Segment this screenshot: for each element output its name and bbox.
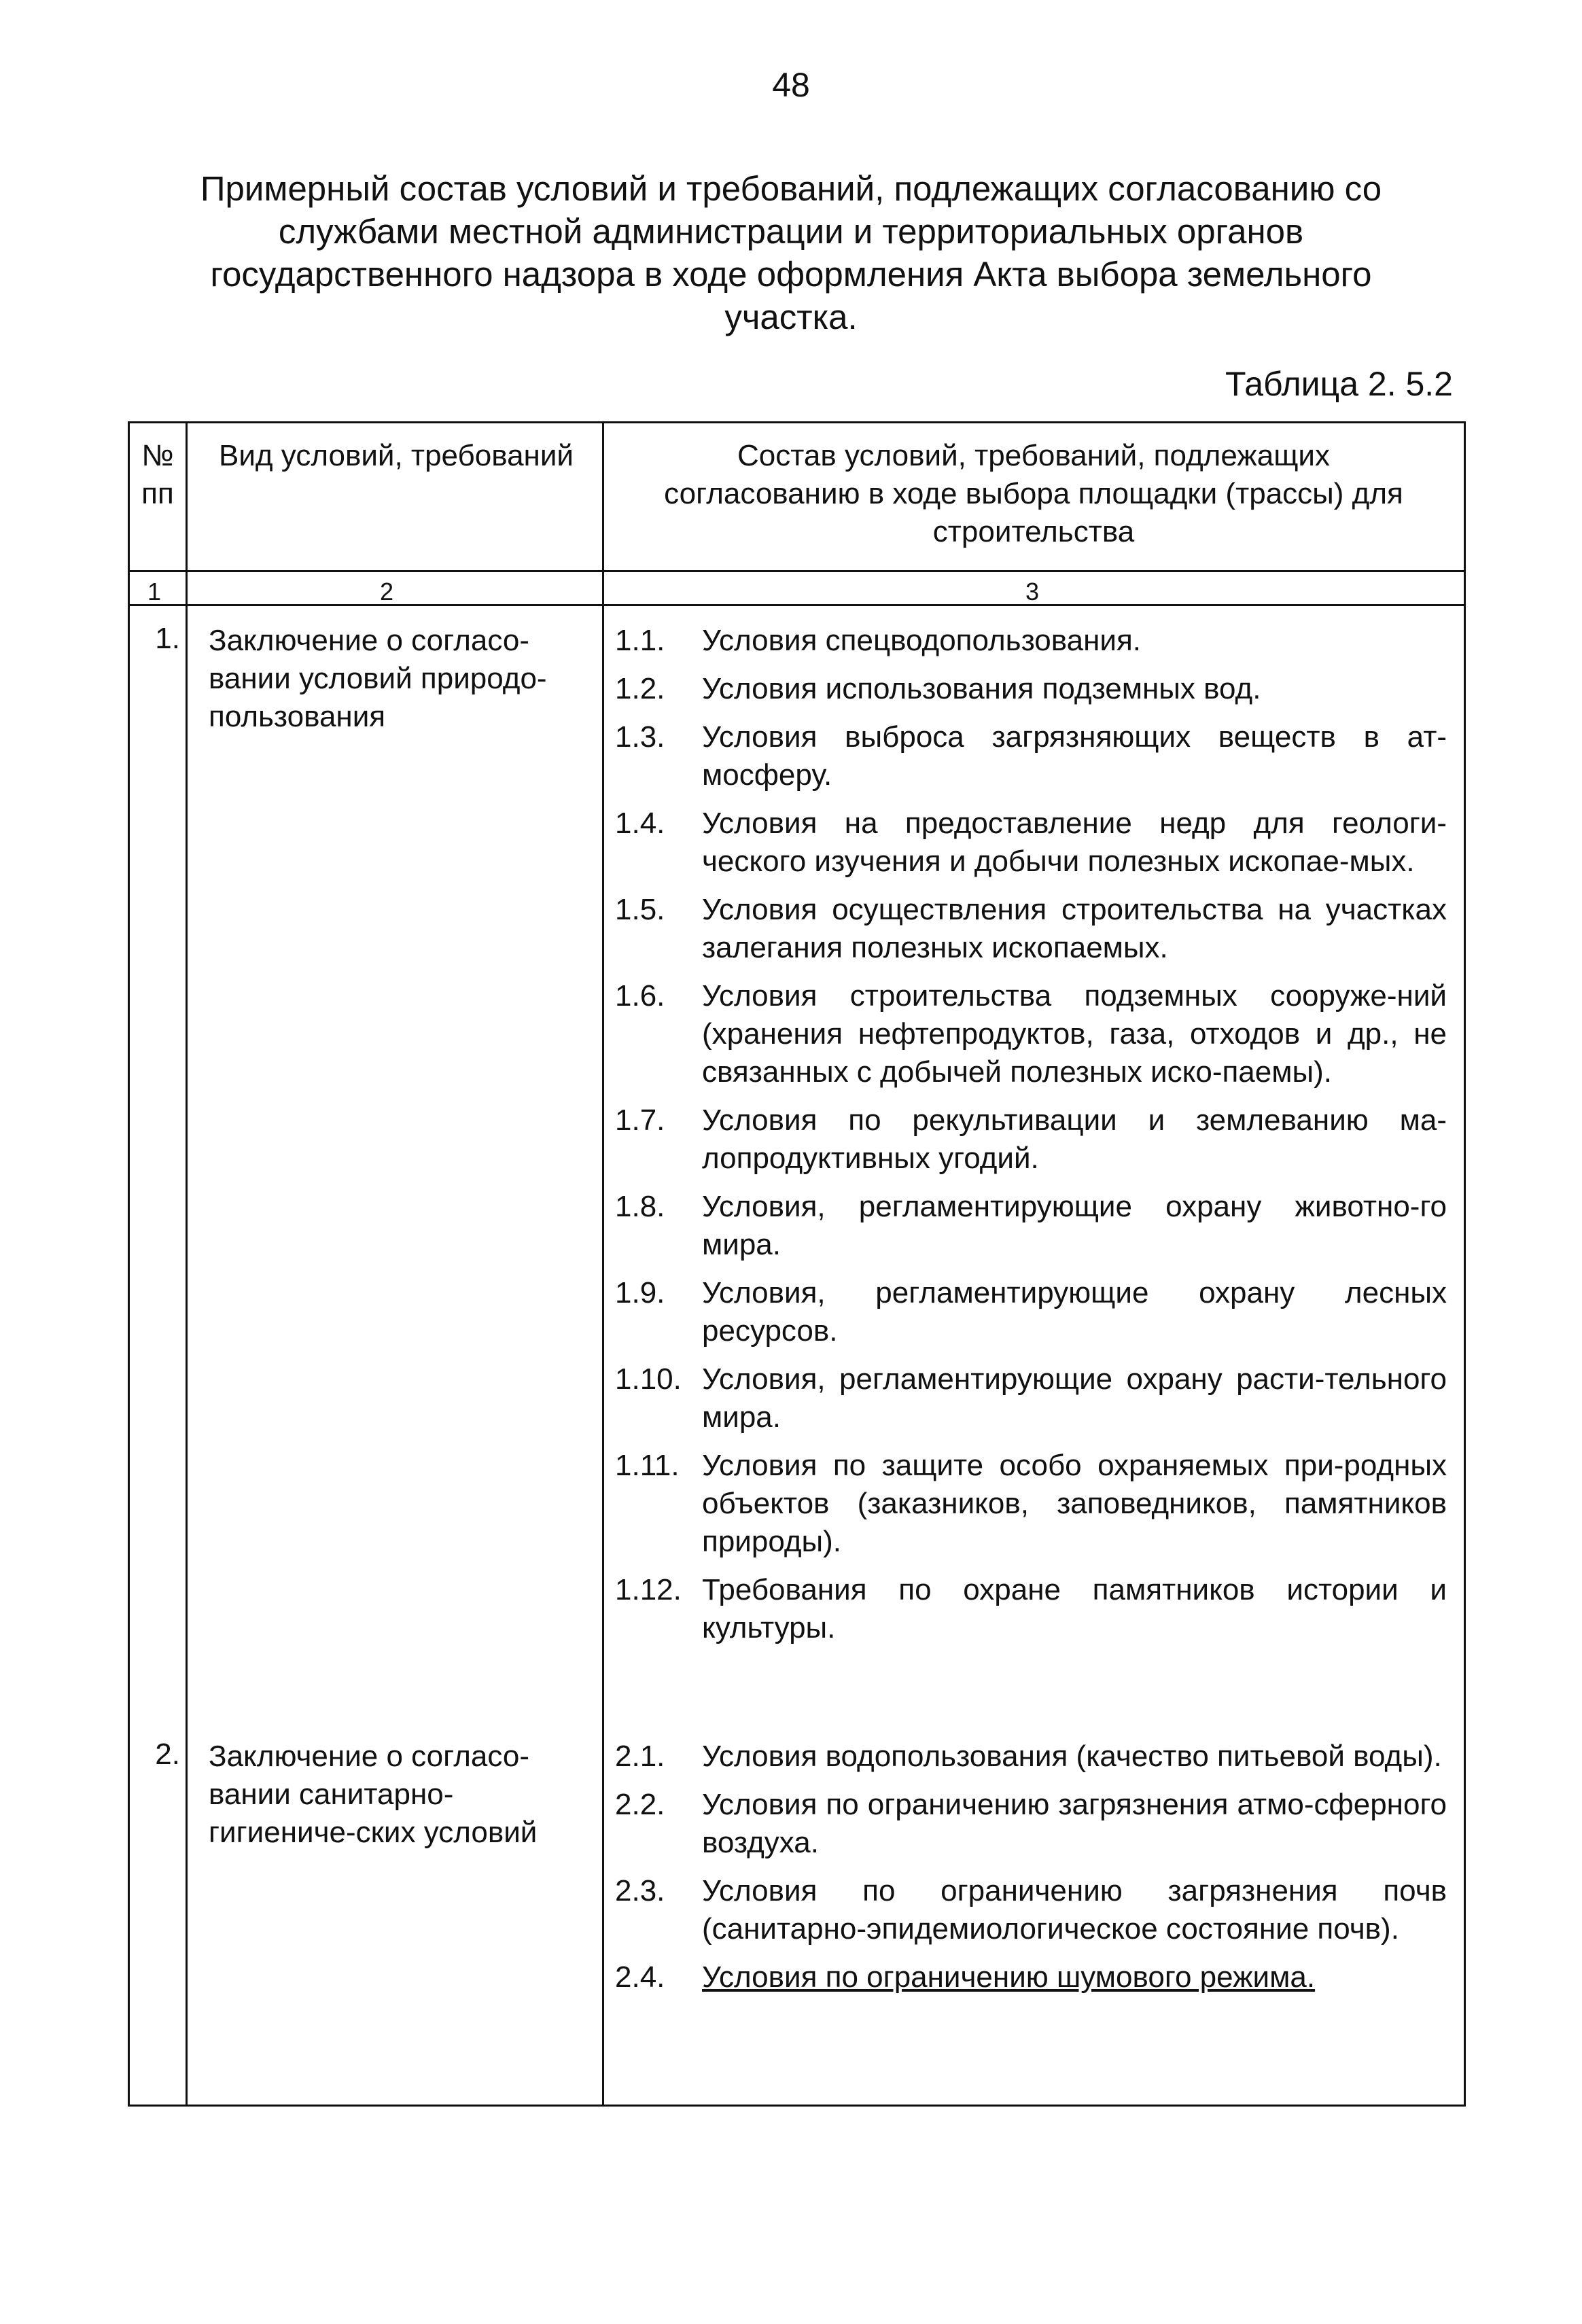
condition-item [612, 1102, 1447, 1178]
condition-item [612, 1958, 1447, 1996]
column-divider-2 [602, 423, 604, 2105]
condition-item [612, 805, 1447, 881]
condition-item [612, 1188, 1447, 1264]
condition-item [612, 1872, 1447, 1948]
table-caption: Таблица 2. 5.2 [1225, 365, 1453, 403]
condition-item-text: Условия выброса загрязняющих веществ в ат-мосферу. [702, 720, 1447, 792]
condition-item-number: 1.1. [615, 624, 665, 657]
condition-item [612, 718, 1447, 794]
condition-items [612, 1738, 1447, 2007]
condition-item-text: Условия по рекультивации и землеванию ма-лопродуктивных угодий. [702, 1104, 1447, 1175]
column-number-3: 3 [1025, 578, 1040, 605]
condition-item [612, 977, 1447, 1091]
condition-item-number: 1.11. [615, 1449, 680, 1482]
condition-item [612, 622, 1447, 660]
condition-item [612, 891, 1447, 967]
condition-item [612, 1274, 1447, 1350]
condition-item-number: 2.2. [615, 1788, 665, 1821]
condition-item-text: Условия по ограничению загрязнения атмо-сферного воздуха. [702, 1788, 1447, 1859]
header-content: Состав условий, требований, подлежащих согласованию в ходе выбора площадки (трассы) для строительства [664, 439, 1403, 548]
column-number-2: 2 [380, 578, 394, 605]
page-number: 48 [772, 66, 810, 104]
condition-item-text: Условия, регламентирующие охрану животно-го мира. [702, 1190, 1447, 1261]
header-divider [130, 570, 1464, 572]
condition-item [612, 1360, 1447, 1437]
condition-item-number: 1.12. [615, 1573, 682, 1606]
condition-item-text: Условия по защите особо охраняемых при-родных объектов (заказников, заповедников, памятников природы). [702, 1449, 1447, 1558]
row-number: 1. [155, 622, 180, 655]
condition-item-number: 1.6. [615, 979, 665, 1013]
condition-item-number: 2.1. [615, 1740, 665, 1773]
condition-item [612, 1738, 1447, 1776]
condition-item-text: Условия водопользования (качество питьевой воды). [702, 1740, 1442, 1773]
condition-item [612, 670, 1447, 708]
condition-item-number: 1.7. [615, 1104, 665, 1137]
condition-item-number: 1.9. [615, 1276, 665, 1309]
column-number-1: 1 [147, 578, 162, 605]
condition-item-number: 1.8. [615, 1190, 665, 1223]
condition-item-text: Условия осуществления строительства на участках залегания полезных ископаемых. [702, 893, 1447, 964]
condition-item-number: 1.4. [615, 807, 665, 840]
column-numbers-divider [130, 604, 1464, 606]
condition-item-text: Условия по ограничению загрязнения почв (санитарно-эпидемиологическое состояние почв). [702, 1874, 1447, 1946]
condition-items [612, 622, 1447, 1657]
condition-item-number: 1.10. [615, 1362, 682, 1396]
condition-item-number: 2.3. [615, 1874, 665, 1907]
condition-item-text: Условия строительства подземных сооруже-ний (хранения нефтепродуктов, газа, отходов и др., не связанных с добычей полезных иско-паемы). [702, 979, 1447, 1089]
condition-item [612, 1447, 1447, 1561]
condition-item-text: Условия спецводопользования. [702, 624, 1142, 657]
condition-item-text: Условия, регламентирующие охрану лесных ресурсов. [702, 1276, 1447, 1348]
header-kind: Вид условий, требований [218, 439, 574, 472]
conditions-table [128, 421, 1466, 2107]
document-title: Примерный состав условий и требований, подлежащих согласованию со службами местной администрации и территориальных органов государственного надзора в ходе оформления Акта выбора земельного участка. [200, 169, 1382, 336]
condition-item-text: Условия по ограничению шумового режима. [702, 1960, 1316, 1994]
condition-item-text: Требования по охране памятников истории и культуры. [702, 1573, 1447, 1644]
row-number: 2. [155, 1738, 180, 1771]
column-divider-1 [186, 423, 188, 2105]
condition-item [612, 1786, 1447, 1862]
condition-item-text: Условия, регламентирующие охрану расти-тельного мира. [702, 1362, 1447, 1434]
condition-item-number: 1.2. [615, 672, 665, 705]
header-num: № пп [141, 439, 174, 510]
condition-item [612, 1571, 1447, 1647]
condition-item-text: Условия на предоставление недр для геологи-ческого изучения и добычи полезных ископае-мых. [702, 807, 1447, 878]
condition-item-number: 1.3. [615, 720, 665, 754]
condition-kind: Заключение о согласо-вании условий природо-пользования [209, 624, 547, 733]
condition-item-number: 1.5. [615, 893, 665, 926]
condition-kind: Заключение о согласо-вании санитарно-гигиениче-ских условий [209, 1740, 538, 1849]
condition-item-number: 2.4. [615, 1960, 665, 1994]
condition-item-text: Условия использования подземных вод. [702, 672, 1261, 705]
